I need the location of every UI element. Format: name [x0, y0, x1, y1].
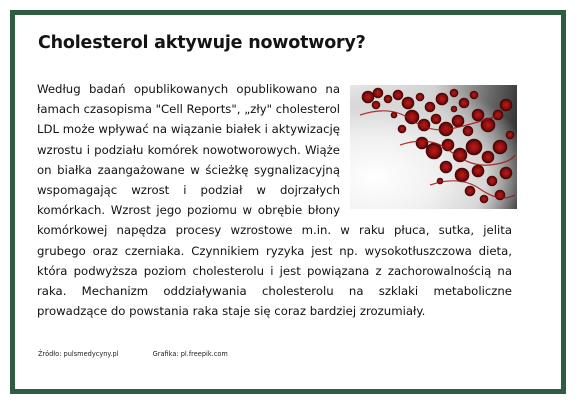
red-fractal-image	[350, 85, 517, 209]
article-paragraph: Według badań opublikowanych opublikowano na łamach czasopisma "Cell Reports", „zły" cholesterol LDL może wpływać na wiązanie białek i aktywizację wzrostu i podziału komórek nowotworowych. Wiąże on białka zaangażowane w ścieżkę sygnalizacyjną wspomagając wzrost i podział w dojrzałych komórkach. Wzrost jego poziomu w obrębie błony komórkowej napędza procesy wzrostowe m.in. w raku płuca, sutka, jelita grubego oraz czerniaka. Czynnikiem ryzyka jest np. wysokotłuszczowa dieta, która podwyższa poziom cholesterolu i jest powiązana z zachorowalnością na raka. Mechanizm oddziaływania cholesterolu na szklaki metaboliczne prowadzące do powstania raka staje się coraz bardziej zrozumiały.	[37, 82, 512, 319]
article-body	[37, 79, 512, 321]
graphics-credit: Grafika: pl.freepik.com	[152, 350, 228, 358]
page-title: Cholesterol aktywuje nowotwory?	[38, 33, 366, 53]
source-credit: Źródło: pulsmedycyny.pl	[38, 350, 119, 358]
footer-credits	[38, 350, 228, 358]
